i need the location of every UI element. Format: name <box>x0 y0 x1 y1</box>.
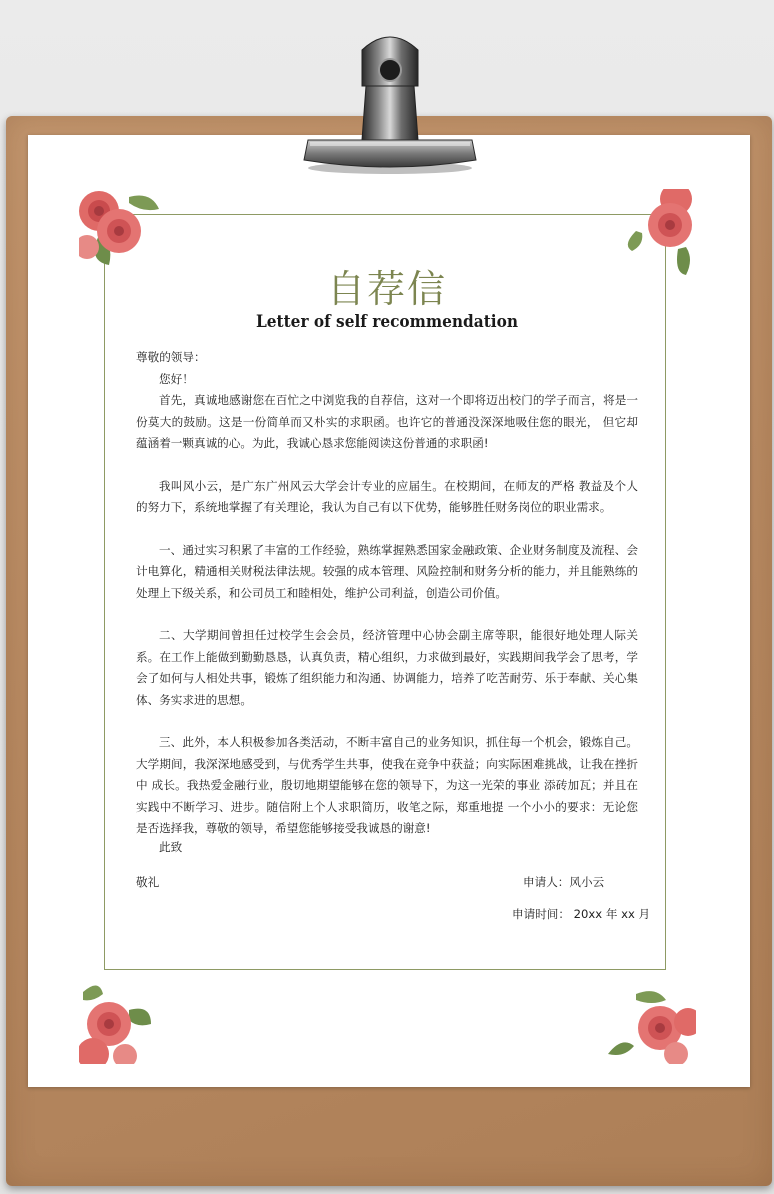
binder-clip-icon <box>300 28 480 178</box>
paragraph-background: 我叫风小云，是广东广州风云大学会计专业的应届生。在校期间，在师友的严格 教益及个人的努力下，系统地掌握了有关理论，我认为自己有以下优势，能够胜任财务岗位的职业需求。 <box>136 478 638 514</box>
rose-corner-icon <box>606 988 696 1064</box>
greeting: 您好！ <box>159 371 194 386</box>
rose-corner-icon <box>79 189 161 267</box>
application-date: 申请时间： 20xx 年 xx 月 <box>512 907 651 921</box>
paragraph-point-one: 一、通过实习积累了丰富的工作经验，熟练掌握熟悉国家金融政策、企业财务制度及流程、会计电算化，精通相关财税法律法规。较强的成本管理、风险控制和财务分析的能力，并且能熟练的处理上下级关系，和公司员工和睦相处，维护公司利益，创造公司价值。 <box>136 542 638 600</box>
page-title-english: Letter of self recommendation <box>255 312 519 331</box>
salutation: 尊敬的领导： <box>136 350 206 364</box>
rose-corner-icon <box>79 980 155 1064</box>
letter-body <box>136 347 638 840</box>
applicant-name: 申请人：风小云 <box>523 875 605 889</box>
page-title-chinese: 自荐信 <box>326 267 447 311</box>
closing-line-2: 敬礼 <box>136 875 160 889</box>
paragraph-intro: 首先，真诚地感谢您在百忙之中浏览我的自荐信，这对一个即将迈出校门的学子而言，将是一份莫大的鼓励。这是一份简单而又朴实的求职函。也许它的普通没深深地吸住您的眼光， 但它却蕴涵着一颗真诚的心。为此，我诚心恳求您能阅读这份普通的求职函! <box>136 393 638 450</box>
paragraph-point-two: 二、大学期间曾担任过校学生会会员，经济管理中心协会副主席等职，能很好地处理人际关系。在工作上能做到勤勤恳恳，认真负责，精心组织，力求做到最好，实践期间我学会了思考，学会了如何与人相处共事，锻炼了组织能力和沟通、协调能力，培养了吃苦耐劳、乐于奉献、关心集体、务实求进的思想。 <box>136 628 638 707</box>
closing-line-1: 此致 <box>159 840 183 854</box>
paragraph-point-three: 三、此外，本人积极参加各类活动，不断丰富自己的业务知识，抓住每一个机会，锻炼自己。大学期间，我深深地感受到，与优秀学生共事，使我在竞争中获益；向实际困难挑战，让我在挫折中 成长。我热爱金融行业，殷切地期望能够在您的领导下，为这一光荣的事业 添砖加瓦；并且在实践中不断学习、进步。随信附上个人求职简历，收笔之际，郑重地提 一个小小的要求：无论您是否选择我，尊敬的领导，希望您能够接受我诚恳的谢意! <box>136 735 638 835</box>
